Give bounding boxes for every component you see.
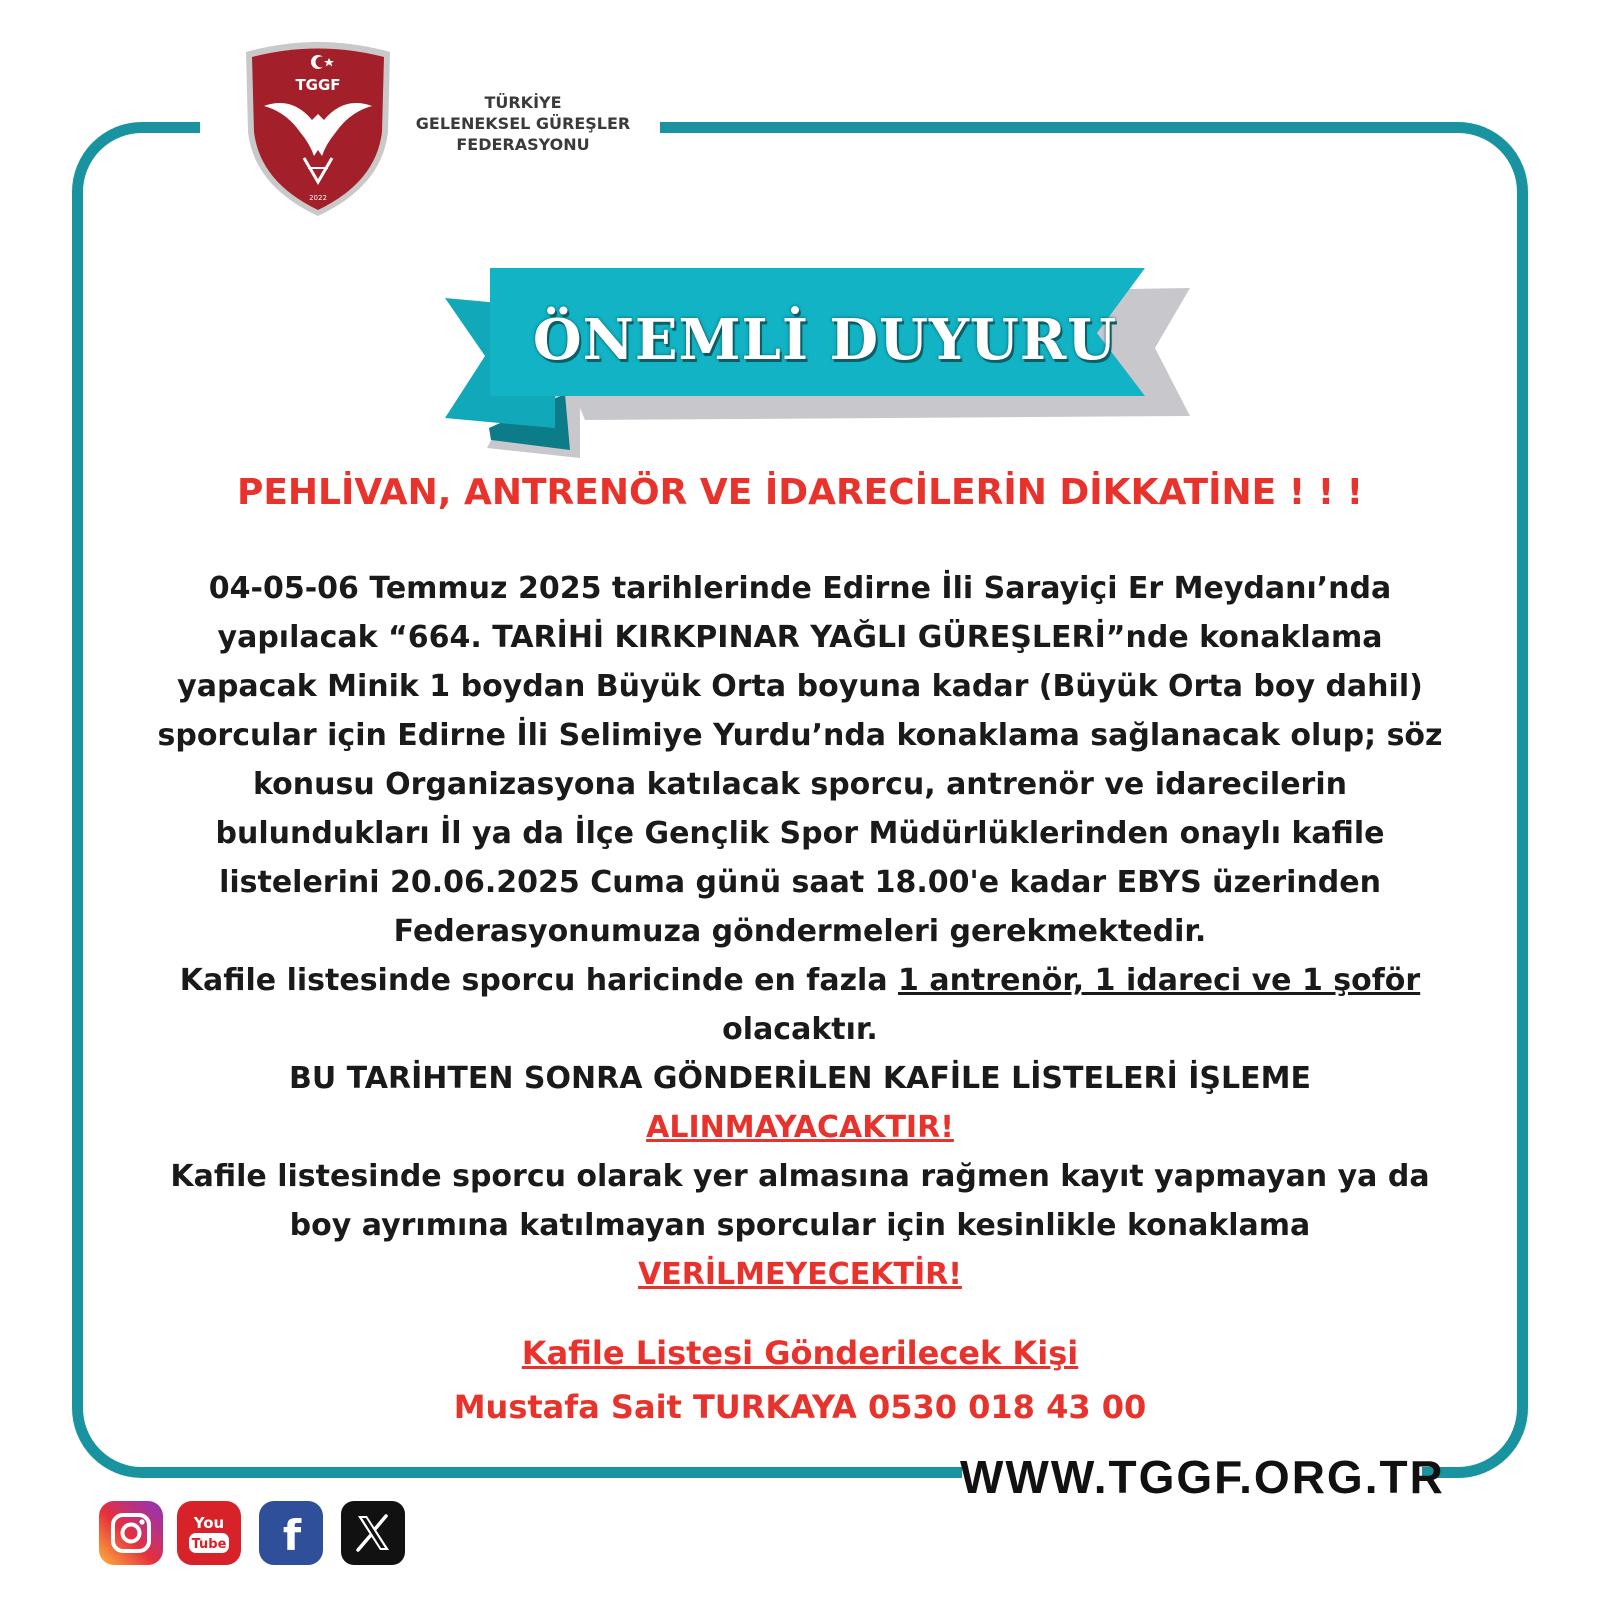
federation-logo (238, 40, 398, 220)
facebook-icon[interactable] (258, 1500, 324, 1566)
note-line: Kafile listesinde sporcu olarak yer almasına rağmen kayıt yapmayan ya da (170, 1159, 1430, 1194)
youtube-icon[interactable] (176, 1500, 242, 1566)
body-line: yapılacak “664. TARİHİ KIRKPINAR YAĞLI GÜREŞLERİ”nde konaklama (217, 620, 1383, 655)
announcement-body (82, 564, 1518, 1299)
instagram-icon[interactable] (98, 1500, 164, 1566)
federation-name-line: GELENEKSEL GÜREŞLER (415, 114, 631, 133)
warning-red: ALINMAYACAKTIR! (646, 1110, 954, 1145)
federation-name (398, 92, 648, 155)
youtube-you: You (193, 1514, 225, 1532)
contact-person: Mustafa Sait TURKAYA 0530 018 43 00 (453, 1388, 1147, 1426)
attention-headline: PEHLİVAN, ANTRENÖR VE İDARECİLERİN DİKKATİNE ! ! ! (236, 472, 1364, 513)
note-red-line (82, 1250, 1518, 1299)
youtube-tube: Tube (191, 1537, 227, 1552)
logo-abbr: TGGF (295, 76, 341, 94)
body-line: yapacak Minik 1 boydan Büyük Orta boyuna kadar (Büyük Orta boy dahil) (177, 669, 1423, 704)
body-line: bulundukları İl ya da İlçe Gençlik Spor Müdürlüklerinden onaylı kafile (215, 816, 1385, 851)
body-line: konusu Organizasyona katılacak sporcu, antrenör ve idarecilerin (253, 767, 1347, 802)
body-line: Federasyonumuza göndermeleri gerekmektedir. (393, 914, 1207, 949)
kafile-intro: Kafile listesinde sporcu haricinde en fazla (179, 963, 899, 998)
warning-line: BU TARİHTEN SONRA GÖNDERİLEN KAFİLE LİSTELERİ İŞLEME (289, 1061, 1311, 1096)
kafile-limit: 1 antrenör, 1 idareci ve 1 şoför (898, 963, 1421, 998)
x-twitter-icon[interactable] (340, 1500, 406, 1566)
kafile-end: olacaktır. (722, 1012, 878, 1047)
note-red: VERİLMEYECEKTİR! (638, 1257, 962, 1292)
banner-title: ÖNEMLİ DUYURU (532, 307, 1118, 373)
website-link[interactable]: WWW.TGGF.ORG.TR (960, 1451, 1445, 1503)
contact-label: Kafile Listesi Gönderilecek Kişi (521, 1334, 1079, 1372)
body-line: listelerini 20.06.2025 Cuma günü saat 18.00'e kadar EBYS üzerinden (219, 865, 1381, 900)
body-line: 04-05-06 Temmuz 2025 tarihlerinde Edirne İli Sarayiçi Er Meydanı’nda (208, 571, 1392, 606)
warning-red-line (82, 1103, 1518, 1152)
contact-block (82, 1326, 1518, 1434)
body-line: sporcular için Edirne İli Selimiye Yurdu’nda konaklama sağlanacak olup; söz (157, 718, 1443, 753)
federation-name-line: TÜRKİYE (484, 93, 562, 112)
note-line: boy ayrımına katılmayan sporcular için kesinlikle konaklama (289, 1208, 1311, 1243)
logo-year: 2022 (309, 194, 327, 202)
kafile-line (82, 956, 1518, 1005)
facebook-letter: f (282, 1511, 302, 1560)
federation-name-line: FEDERASYONU (456, 135, 590, 154)
